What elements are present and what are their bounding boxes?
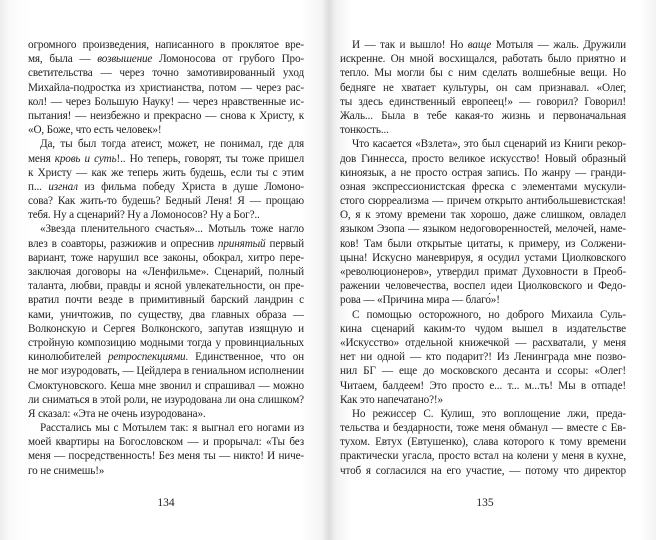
text-line — [28, 52, 304, 66]
text-line — [28, 435, 304, 449]
text-segment: бедняге не хватает культуры, он сам признавал. «Олег, — [340, 81, 626, 94]
text-segment: искренне. Он мной восхищался, работать было приятно и — [340, 53, 626, 66]
text-line — [340, 95, 626, 109]
right-page-text — [340, 38, 626, 478]
text-segment: светительства — через точно замотивированный уход — [28, 67, 304, 80]
text-line — [340, 265, 626, 279]
text-segment: чтоб я согласился на его участие, — потому что директор — [340, 464, 626, 477]
text-line — [28, 166, 304, 180]
italic-text: изгнал — [48, 180, 78, 193]
text-segment: Как это напечатано?!» — [340, 393, 443, 406]
text-segment: из фильма победу Христа в душе Ломоно- — [77, 180, 304, 193]
text-line — [28, 421, 304, 435]
text-line — [340, 407, 626, 421]
text-segment: влез в соавторы, разжижив и опреснив — [28, 237, 218, 250]
text-line — [340, 336, 626, 350]
text-segment: С помощью осторожного, но доброго Михаила Суль- — [352, 308, 626, 321]
text-segment: тельства и бездарности, тоже меня обманул — вместе с Ев- — [340, 422, 626, 435]
left-page-text — [28, 38, 304, 478]
text-segment: «О, Боже, что есть человек»! — [28, 124, 162, 137]
italic-text: ваще — [467, 39, 492, 51]
text-line — [340, 123, 626, 137]
text-segment: меня — [28, 152, 55, 165]
text-line — [340, 322, 626, 336]
text-line — [28, 38, 304, 52]
text-segment: не мог изуродовать, — Цейдлера в гениальном исполнении — [28, 365, 304, 378]
text-segment: «Звезда пленительного счастья»... Мотыль тоже нагло — [40, 223, 304, 236]
text-line — [340, 421, 626, 435]
text-line — [28, 95, 304, 109]
text-line — [28, 123, 304, 137]
text-segment: ками, уничтожив, по существу, два главных образа — — [28, 308, 304, 321]
text-segment: рова — «Причина мира — благо́»! — [340, 294, 500, 307]
text-segment: Читаем, балдеем! Это просто е... т... м...ть! Мы в отпаде! — [340, 379, 626, 392]
text-segment: п... — [28, 180, 49, 193]
text-line — [340, 81, 626, 95]
text-segment: кина сценарий каким-то чудом вышел в издательстве — [340, 322, 626, 335]
text-line — [340, 449, 626, 463]
text-segment: ражении человечества, воспел идеи Циолковского и Федо- — [340, 280, 626, 293]
text-segment: Расстались мы с Мотылем так: я выгнал его ногами из — [40, 422, 304, 435]
text-segment: тонкость... — [340, 124, 389, 137]
text-segment: киноязык, а не просто острая запись. По жанру — гранди- — [340, 166, 626, 179]
text-line — [28, 393, 304, 407]
text-segment: ты здесь единственный европеец!» — говорил? Говорил! — [340, 95, 626, 108]
italic-text: принятый — [217, 237, 266, 250]
text-line — [28, 336, 304, 350]
text-segment: Что касается «Взлета», это был сценарий из Книги рекор- — [352, 138, 626, 151]
italic-text: возвышение — [97, 53, 153, 66]
text-line — [340, 52, 626, 66]
text-line — [28, 293, 304, 307]
text-line — [340, 180, 626, 194]
text-segment: вратил почти везде в примитивный барский ландрин с — [28, 294, 304, 307]
text-segment: таланта, любви, правды и ясной увлекательности, он пре- — [28, 280, 304, 293]
text-segment: тебя. Ну а сценарий? Ну а Ломоносов? Ну а Бог?.. — [28, 209, 260, 222]
text-segment: Я сказал: «Эта не очень изуродована». — [28, 407, 206, 420]
text-line — [340, 237, 626, 251]
text-segment: И — так и вышло! Но — [352, 39, 468, 51]
text-line — [28, 464, 304, 478]
text-line — [340, 279, 626, 293]
text-segment: первый — [265, 237, 304, 250]
text-segment: вариант, тоже нарушил все законы, обокрал, хитро пере- — [28, 251, 304, 264]
text-line — [28, 322, 304, 336]
left-page-number: 134 — [157, 497, 175, 509]
text-segment: тепло. Мы могли бы с ним сделать волшебные вещи. Но — [340, 67, 626, 80]
text-line — [340, 379, 626, 393]
text-segment: тухом. Евтух (Евтушенко), слава которого к тому времени — [340, 436, 626, 449]
text-segment: Мотыля — жаль. Дружили — [491, 39, 626, 51]
text-segment: моей квартиры на Богословском — и прорычал: «Ты без — [28, 436, 304, 449]
text-line — [340, 137, 626, 151]
text-segment: языком Эзопа — языком недоговоренностей, мелочей, наме- — [340, 223, 626, 236]
text-line — [28, 449, 304, 463]
text-segment: сова? Как жить-то будешь? Бедный Леня! Я — прощаю — [28, 195, 304, 208]
text-line — [28, 152, 304, 166]
text-segment: дов Гиннесса, просто великое искусство! Новый образный — [340, 152, 626, 165]
text-segment: Волконскую и Сергея Волконского, запутав изящную и — [28, 322, 304, 335]
text-segment: Михайла-подростка из христианства, потом — через рас- — [28, 81, 304, 94]
text-line — [28, 350, 304, 364]
text-segment: кол! — через Большую Науку! — через нравственные ис- — [28, 95, 304, 108]
text-segment: ков! Там были открытые цитаты, к примеру, из Солжени- — [340, 237, 626, 250]
text-segment: кинолюбителей — [28, 351, 108, 364]
text-segment: практически угасла, просто встал на колени у меня в кухне, — [340, 450, 626, 463]
right-page-number: 135 — [476, 497, 494, 509]
text-segment: «Искусство» отдельной книжечкой — расхватали, у меня — [340, 336, 626, 349]
text-segment: стого сюрреализма — причем открыто антибольшевистская! — [340, 195, 626, 208]
text-segment: стройную композицию модными тогда у провинциальных — [28, 336, 304, 349]
text-segment: цына! Искусно маневрируя, я осудил устами Циолковского — [340, 251, 626, 264]
text-segment: Жаль... Была в тебе какая-то жизнь и первоначальная — [340, 109, 626, 122]
text-line — [340, 350, 626, 364]
text-segment: ли сниматься в этой роли, не изуродована ли она слишком? — [28, 393, 304, 406]
text-segment: нет ни одной — кто подарит?! Из Ленинграда мне позво- — [340, 351, 626, 364]
text-line — [340, 222, 626, 236]
text-line — [28, 66, 304, 80]
text-line — [28, 308, 304, 322]
text-segment: заключая договоры на «Ленфильме». Сценарий, полный — [28, 266, 304, 278]
text-segment: огромного произведения, написанного в проклятое вре- — [28, 39, 304, 51]
text-line — [28, 180, 304, 194]
text-segment: пытания! — неизбежно и прекрасно — снова к Христу, к — [28, 109, 304, 122]
text-line — [340, 152, 626, 166]
text-segment: Ломоносова от грубого Про- — [152, 53, 304, 66]
text-segment: Но режиссер С. Кулиш, это воплощение лжи, преда- — [352, 407, 626, 420]
text-line — [340, 251, 626, 265]
italic-text: кровь и суть — [54, 152, 117, 165]
italic-text: ретроспекциями — [107, 351, 186, 364]
text-line — [28, 137, 304, 151]
text-line — [340, 109, 626, 123]
text-segment: Смоктуновского. Кеша мне звонил и спрашивал — можно — [28, 379, 304, 392]
text-line — [340, 364, 626, 378]
text-line — [340, 293, 626, 307]
text-segment: меня — посредственность! Без меня ты — никто! И ниче- — [28, 450, 304, 463]
text-line — [28, 407, 304, 421]
text-line — [340, 38, 626, 52]
text-line — [28, 81, 304, 95]
text-line — [340, 464, 626, 478]
text-segment: Да, ты был тогда атеист, может, не понимал, где для — [40, 138, 304, 151]
text-segment: го не снимешь!» — [28, 464, 105, 477]
text-line — [340, 435, 626, 449]
text-line — [340, 393, 626, 407]
text-segment: мя, была — — [28, 53, 98, 66]
text-segment: «революционеров», утвердил примат Духовности в Преоб- — [340, 266, 626, 278]
text-line — [340, 166, 626, 180]
text-line — [28, 109, 304, 123]
text-line — [28, 379, 304, 393]
text-line — [28, 222, 304, 236]
text-segment: О, я к этому времени так хорошо, даже слишком, овладел — [340, 209, 626, 222]
text-segment: . Единственное, что он — [185, 351, 304, 364]
text-line — [340, 308, 626, 322]
text-line — [28, 265, 304, 279]
text-line — [28, 251, 304, 265]
text-line — [340, 66, 626, 80]
text-line — [28, 194, 304, 208]
text-line — [28, 208, 304, 222]
text-line — [28, 279, 304, 293]
text-line — [28, 237, 304, 251]
text-segment: !.. Но теперь, говорят, ты тоже пришел — [116, 152, 304, 165]
text-line — [340, 208, 626, 222]
text-line — [340, 194, 626, 208]
text-line — [28, 364, 304, 378]
text-segment: озная экспрессионистская фреска с элементами мускули- — [340, 180, 626, 193]
text-segment: нил БГ — еще до московского десанта и ссоры: «Олег! — [340, 365, 626, 378]
text-segment: к Христу — как же теперь жить будешь, если ты с этим — [28, 166, 304, 179]
